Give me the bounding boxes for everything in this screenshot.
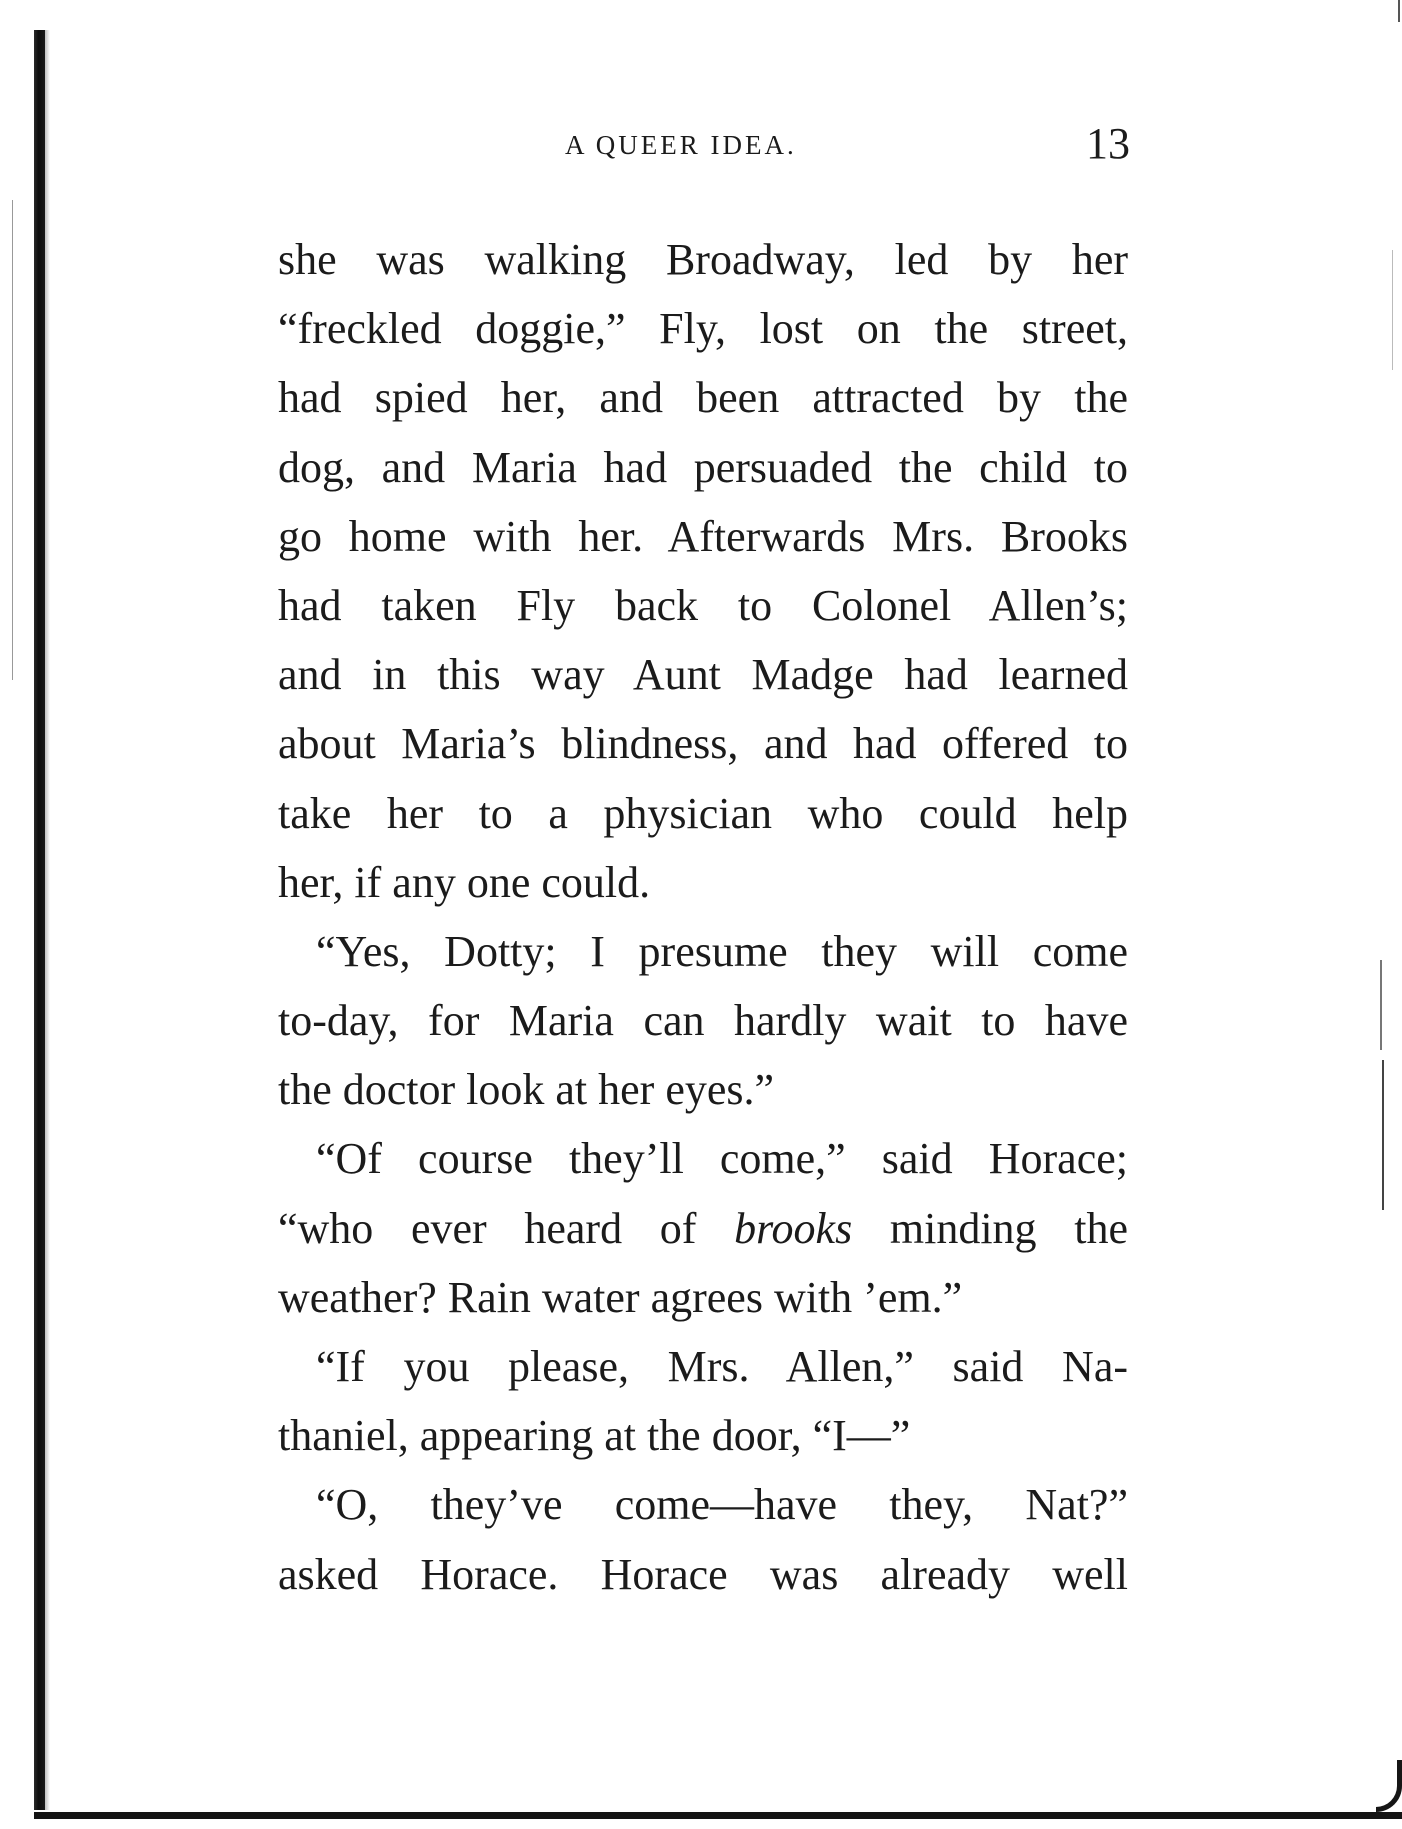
- scan-mark: [1398, 0, 1400, 22]
- text-line: to-day, for Maria can hardly wait to have: [278, 996, 1128, 1046]
- text-line: “Of course they’ll come,” said Horace;: [316, 1134, 1128, 1184]
- scan-mark: [1380, 960, 1382, 1050]
- scan-mark: [1392, 250, 1393, 370]
- text-line: [278, 1194, 1128, 1263]
- text-line: take her to a physician who could help: [278, 788, 1128, 838]
- page-number: 13: [1086, 119, 1130, 168]
- page-binding-edge: [34, 30, 45, 1810]
- text-line: and in this way Aunt Madge had learned: [278, 650, 1128, 700]
- text-line: had taken Fly back to Colonel Allen’s;: [278, 580, 1128, 630]
- text-line: “If you please, Mrs. Allen,” said Na-: [316, 1342, 1128, 1391]
- text-line: thaniel, appearing at the door, “I—”: [278, 1411, 911, 1461]
- italic-word: brooks: [734, 1203, 853, 1253]
- text-line: asked Horace. Horace was already well: [278, 1549, 1128, 1599]
- page-binding-shadow: [45, 30, 50, 1810]
- text-segment: minding the: [852, 1203, 1128, 1253]
- text-line: weather? Rain water agrees with ’em.”: [278, 1272, 963, 1322]
- body-text: [278, 225, 1128, 1609]
- running-head: [280, 118, 1130, 168]
- text-line: about Maria’s blindness, and had offered to: [278, 719, 1128, 769]
- text-line: “O, they’ve come—have they, Nat?”: [316, 1480, 1128, 1530]
- page-corner-curl: [1376, 1760, 1402, 1812]
- scan-mark: [1382, 1060, 1384, 1210]
- text-segment: “who ever heard of: [278, 1203, 735, 1253]
- text-line: the doctor look at her eyes.”: [278, 1065, 775, 1115]
- text-line: her, if any one could.: [278, 857, 651, 907]
- chapter-title: A QUEER IDEA.: [565, 130, 797, 160]
- text-line: she was walking Broadway, led by her: [278, 235, 1128, 284]
- text-line: “freckled doggie,” Fly, lost on the street,: [278, 304, 1128, 354]
- text-line: dog, and Maria had persuaded the child to: [278, 442, 1128, 492]
- text-line: “Yes, Dotty; I presume they will come: [316, 926, 1128, 976]
- scan-mark: [12, 200, 13, 680]
- text-line: had spied her, and been attracted by the: [278, 373, 1128, 423]
- page-bottom-edge: [34, 1812, 1402, 1819]
- text-line: go home with her. Afterwards Mrs. Brooks: [278, 511, 1128, 561]
